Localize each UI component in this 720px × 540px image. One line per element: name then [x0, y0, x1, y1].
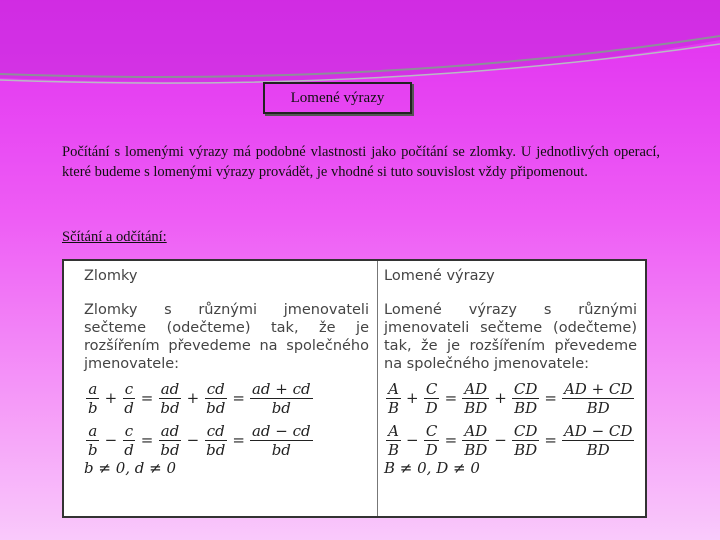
- fraction: $\frac{CD}{BD}$: [513, 421, 538, 459]
- operator: +: [494, 389, 507, 407]
- fraction: $\frac{CD}{BD}$: [513, 379, 538, 417]
- operator: +: [406, 389, 419, 407]
- fraction: $\frac{A}{B}$: [388, 421, 400, 459]
- operator: −: [494, 431, 507, 449]
- equals-sign: =: [232, 431, 245, 449]
- result-fraction: $\frac{AD - CD}{BD}$: [563, 421, 633, 459]
- equals-sign: =: [140, 389, 154, 407]
- equals-sign: =: [444, 431, 458, 449]
- section-heading: Sčítání a odčítání:: [62, 229, 167, 245]
- equals-sign: =: [232, 389, 245, 407]
- column-fractions: [64, 261, 378, 516]
- header-wave-decoration: [0, 0, 720, 90]
- operator: −: [406, 431, 419, 449]
- fraction: $\frac{a}{b}$: [88, 421, 98, 459]
- intro-paragraph: Počítání s lomenými výrazy má podobné vlastnosti jako počítání se zlomky. U jednotlivých operací, které budeme s lomenými výrazy provádět, je vhodné si tuto souvislost vždy připomenout.: [62, 144, 660, 180]
- column-rational-expressions: [378, 261, 645, 516]
- operator: −: [104, 431, 118, 449]
- page-title: Lomené výrazy: [263, 82, 412, 114]
- fraction: $\frac{ad}{bd}$: [160, 379, 180, 417]
- column-description: Zlomky s různými jmenovateli sečteme (odečteme) tak, že je rozšířením převedeme na společného jmenovatele:: [84, 302, 369, 372]
- condition: B ≠ 0, D ≠ 0: [384, 459, 480, 477]
- fraction: $\frac{C}{D}$: [425, 379, 438, 417]
- column-header: Zlomky: [84, 268, 138, 284]
- fraction: $\frac{c}{d}$: [124, 421, 134, 459]
- column-description: Lomené výrazy s různými jmenovateli sečteme (odečteme) tak, že je rozšířením převedeme na společného jmenovatele:: [384, 302, 637, 372]
- result-fraction: $\frac{ad + cd}{bd}$: [251, 379, 311, 417]
- equals-sign: =: [140, 431, 154, 449]
- operator: −: [186, 431, 200, 449]
- fraction: $\frac{cd}{bd}$: [206, 421, 226, 459]
- operator: +: [186, 389, 200, 407]
- result-fraction: $\frac{AD + CD}{BD}$: [563, 379, 633, 417]
- formula-addition: [384, 377, 637, 419]
- equals-sign: =: [444, 389, 458, 407]
- operator: +: [104, 389, 118, 407]
- condition: b ≠ 0, d ≠ 0: [84, 459, 177, 477]
- formula-subtraction: [384, 419, 637, 461]
- fraction: $\frac{AD}{BD}$: [464, 421, 488, 459]
- fraction: $\frac{AD}{BD}$: [464, 379, 488, 417]
- fraction: $\frac{a}{b}$: [88, 379, 98, 417]
- fraction: $\frac{cd}{bd}$: [206, 379, 226, 417]
- formula-addition: [84, 377, 369, 419]
- equals-sign: =: [544, 389, 557, 407]
- formula-subtraction: [84, 419, 369, 461]
- comparison-table: [62, 259, 647, 518]
- fraction: $\frac{A}{B}$: [388, 379, 400, 417]
- equals-sign: =: [544, 431, 557, 449]
- result-fraction: $\frac{ad - cd}{bd}$: [251, 421, 311, 459]
- fraction: $\frac{c}{d}$: [124, 379, 134, 417]
- fraction: $\frac{C}{D}$: [425, 421, 438, 459]
- column-header: Lomené výrazy: [384, 268, 495, 284]
- fraction: $\frac{ad}{bd}$: [160, 421, 180, 459]
